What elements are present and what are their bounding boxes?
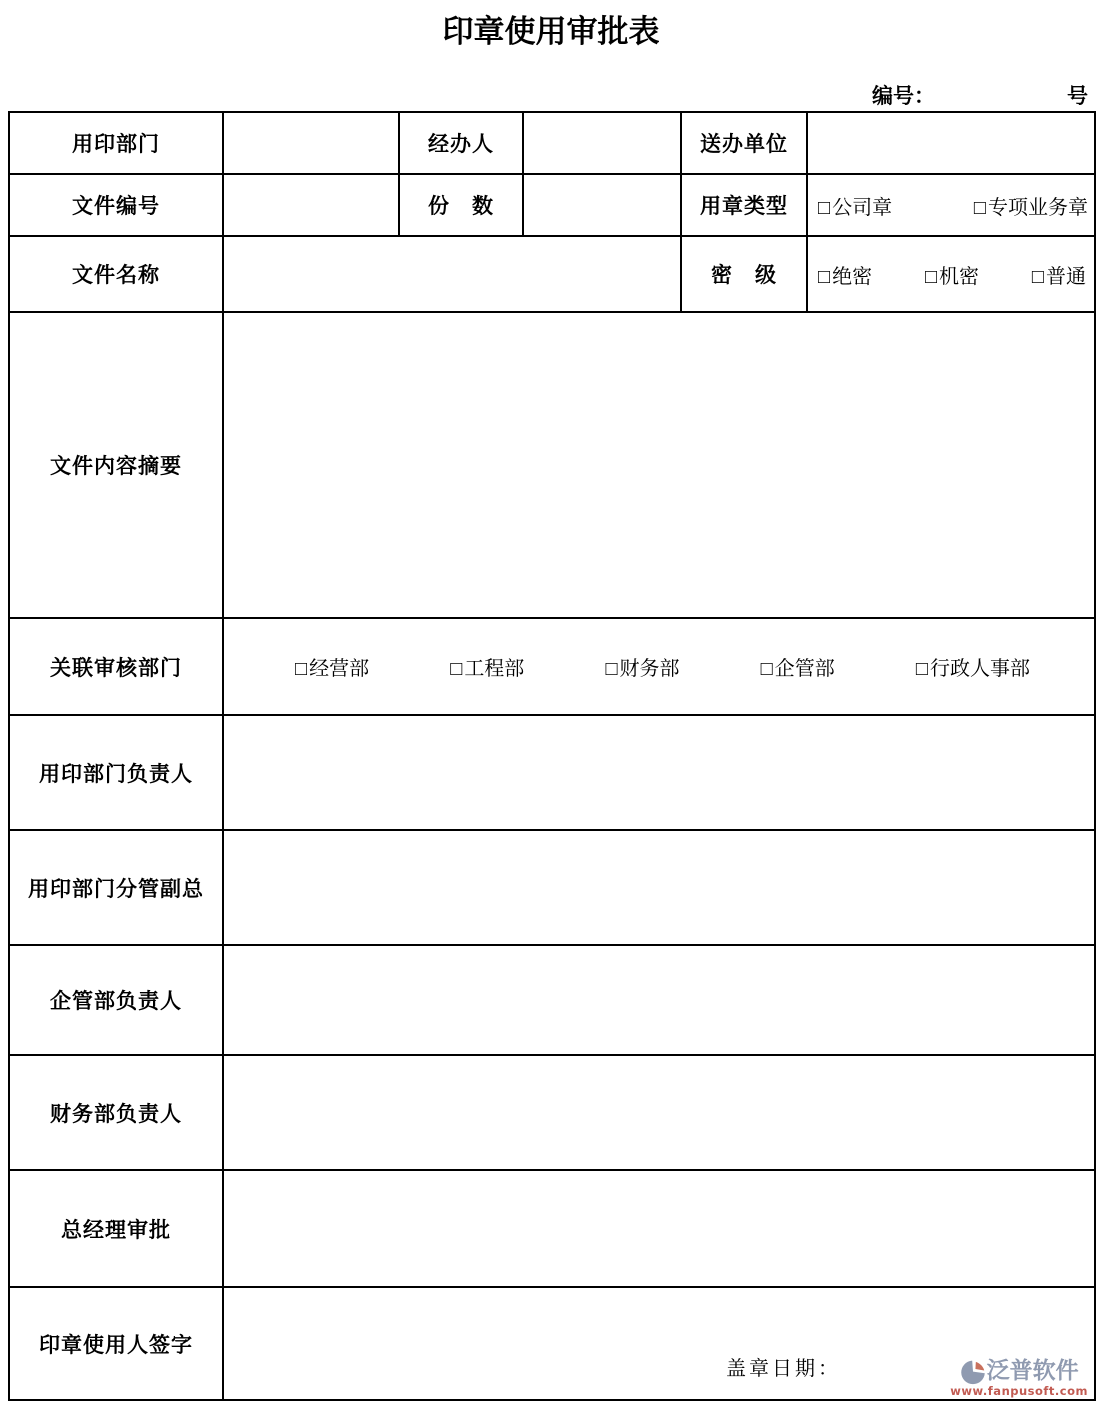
checkbox-label: 绝密 bbox=[832, 265, 873, 288]
checkbox-top-secret[interactable] bbox=[818, 260, 872, 289]
checkbox-enterprise-mgmt-dept[interactable] bbox=[761, 652, 835, 681]
input-seal-dept-head[interactable] bbox=[223, 715, 1095, 830]
checkbox-engineering-dept[interactable] bbox=[450, 652, 524, 681]
table-row bbox=[9, 1170, 1095, 1287]
label-seal-user-signature: 印章使用人签字 bbox=[9, 1287, 223, 1400]
checkbox-icon: □ bbox=[915, 658, 928, 680]
input-enterprise-mgmt-head[interactable] bbox=[223, 945, 1095, 1055]
table-row bbox=[9, 174, 1095, 236]
label-seal-dept-deputy-gm: 用印部门分管副总 bbox=[9, 830, 223, 945]
checkbox-icon: □ bbox=[605, 658, 618, 680]
serial-label: 编号： bbox=[872, 84, 935, 108]
label-copies: 份 数 bbox=[399, 174, 523, 236]
checkbox-label: 行政人事部 bbox=[929, 658, 1030, 680]
checkbox-label: 企管部 bbox=[774, 658, 835, 680]
checkbox-icon: □ bbox=[450, 658, 463, 680]
table-row bbox=[9, 1287, 1095, 1400]
input-submitting-unit[interactable] bbox=[807, 112, 1095, 174]
table-row bbox=[9, 945, 1095, 1055]
fanpu-logo-icon bbox=[960, 1359, 986, 1385]
input-use-seal-department[interactable] bbox=[223, 112, 399, 174]
fanpu-logo bbox=[950, 1359, 1088, 1398]
serial-number-line bbox=[872, 80, 1088, 110]
checkbox-label: 工程部 bbox=[464, 658, 525, 680]
label-submitting-unit: 送办单位 bbox=[681, 112, 807, 174]
label-related-review-departments: 关联审核部门 bbox=[9, 618, 223, 715]
label-general-manager-approval: 总经理审批 bbox=[9, 1170, 223, 1287]
input-document-name[interactable] bbox=[223, 236, 681, 312]
checkbox-icon: □ bbox=[295, 658, 308, 680]
checkbox-special-business-seal[interactable] bbox=[974, 191, 1088, 220]
table-row bbox=[9, 236, 1095, 312]
input-seal-dept-deputy-gm[interactable] bbox=[223, 830, 1095, 945]
label-content-summary: 文件内容摘要 bbox=[9, 312, 223, 618]
label-document-number: 文件编号 bbox=[9, 174, 223, 236]
table-row bbox=[9, 830, 1095, 945]
input-general-manager-approval[interactable] bbox=[223, 1170, 1095, 1287]
approval-form-table bbox=[8, 111, 1096, 1401]
checkbox-company-seal[interactable] bbox=[818, 191, 892, 220]
input-copies[interactable] bbox=[523, 174, 681, 236]
logo-name: 泛普软件 bbox=[986, 1358, 1079, 1384]
checkbox-icon: □ bbox=[760, 658, 773, 680]
label-enterprise-mgmt-head: 企管部负责人 bbox=[9, 945, 223, 1055]
input-seal-user-signature[interactable] bbox=[223, 1287, 1095, 1400]
checkbox-icon: □ bbox=[973, 196, 986, 219]
table-row bbox=[9, 112, 1095, 174]
logo-url: www.fanpusoft.com bbox=[950, 1383, 1088, 1398]
label-finance-head: 财务部负责人 bbox=[9, 1055, 223, 1170]
label-secrecy-level: 密 级 bbox=[681, 236, 807, 312]
secrecy-level-options bbox=[807, 236, 1095, 312]
table-row bbox=[9, 715, 1095, 830]
checkbox-label: 公司章 bbox=[832, 196, 893, 219]
label-handler: 经办人 bbox=[399, 112, 523, 174]
checkbox-label: 机密 bbox=[939, 265, 980, 288]
checkbox-admin-hr-dept[interactable] bbox=[916, 652, 1030, 681]
table-row bbox=[9, 312, 1095, 618]
page-title: 印章使用审批表 bbox=[442, 14, 660, 50]
label-document-name: 文件名称 bbox=[9, 236, 223, 312]
checkbox-icon: □ bbox=[924, 265, 938, 288]
checkbox-icon: □ bbox=[1031, 265, 1044, 288]
checkbox-label: 专项业务章 bbox=[988, 196, 1088, 219]
input-document-number[interactable] bbox=[223, 174, 399, 236]
checkbox-ordinary[interactable] bbox=[1032, 260, 1086, 289]
serial-suffix: 号 bbox=[1067, 84, 1088, 108]
checkbox-business-dept[interactable] bbox=[295, 652, 369, 681]
table-row bbox=[9, 618, 1095, 715]
label-seal-type: 用章类型 bbox=[681, 174, 807, 236]
input-finance-head[interactable] bbox=[223, 1055, 1095, 1170]
checkbox-confidential[interactable] bbox=[925, 260, 979, 289]
label-use-seal-department: 用印部门 bbox=[9, 112, 223, 174]
checkbox-finance-dept[interactable] bbox=[605, 652, 679, 681]
table-row bbox=[9, 1055, 1095, 1170]
seal-type-options bbox=[807, 174, 1095, 236]
checkbox-label: 普通 bbox=[1046, 265, 1086, 288]
seal-date-label: 盖章日期： bbox=[726, 1358, 841, 1380]
input-handler[interactable] bbox=[523, 112, 681, 174]
checkbox-label: 财务部 bbox=[619, 658, 680, 680]
input-content-summary[interactable] bbox=[223, 312, 1095, 618]
checkbox-icon: □ bbox=[818, 265, 831, 288]
label-seal-dept-head: 用印部门负责人 bbox=[9, 715, 223, 830]
checkbox-label: 经营部 bbox=[309, 658, 370, 680]
checkbox-icon: □ bbox=[818, 196, 831, 219]
related-departments-options bbox=[223, 618, 1095, 715]
